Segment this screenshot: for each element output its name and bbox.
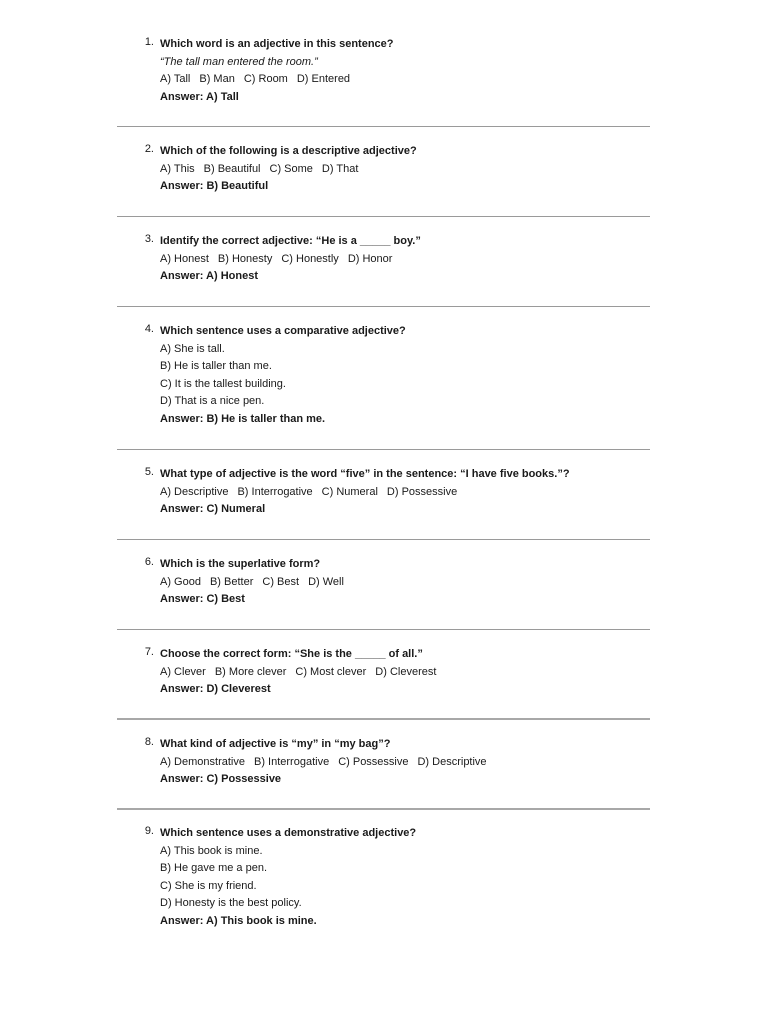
answer-text: Answer: A) Tall xyxy=(160,90,239,103)
option: D) Possessive xyxy=(386,485,458,498)
option: A) Demonstrative xyxy=(160,755,245,768)
option: C) Some xyxy=(269,162,313,175)
option: B) Interrogative xyxy=(237,485,313,498)
option: B) Interrogative xyxy=(253,755,330,768)
answer-text: Answer: C) Numeral xyxy=(160,503,266,515)
option: A) Tall xyxy=(160,73,191,85)
question-number: 8. xyxy=(144,736,154,748)
question-block xyxy=(144,233,720,286)
question-block xyxy=(144,323,720,428)
section-divider xyxy=(117,629,650,630)
option-line: D) That is a nice pen. xyxy=(160,395,265,407)
option-line: B) He is taller than me. xyxy=(160,360,272,372)
option: B) Man xyxy=(199,73,235,85)
question-text: What kind of adjective is “my” in “my bag”? xyxy=(160,738,391,750)
question-text: Identify the correct adjective: “He is a _____ boy.” xyxy=(160,235,421,247)
question-quote: “The tall man entered the room.” xyxy=(160,55,318,68)
question-text: Which sentence uses a demonstrative adjective? xyxy=(160,827,417,839)
option: D) Honor xyxy=(347,252,393,265)
question-number: 5. xyxy=(144,466,154,478)
question-block xyxy=(144,36,720,106)
question-block xyxy=(144,466,720,519)
options-row xyxy=(160,484,720,502)
answer-text: Answer: B) He is taller than me. xyxy=(160,412,326,425)
answer-text: Answer: C) Possessive xyxy=(160,773,282,785)
answer-text: Answer: D) Cleverest xyxy=(160,683,271,695)
option: C) Honestly xyxy=(281,252,339,265)
option-line: C) She is my friend. xyxy=(160,879,257,892)
option: B) Better xyxy=(209,575,254,588)
question-number: 9. xyxy=(144,825,154,837)
options-row xyxy=(160,574,720,592)
answer-text: Answer: A) This book is mine. xyxy=(160,914,317,927)
question-block xyxy=(144,736,720,789)
options-row xyxy=(160,754,720,772)
question-number: 6. xyxy=(144,556,154,568)
section-divider xyxy=(117,808,650,810)
option: C) Best xyxy=(262,575,300,588)
option: B) Beautiful xyxy=(203,162,261,175)
option: D) Well xyxy=(308,575,344,588)
option: A) Honest xyxy=(160,252,209,265)
option: A) This xyxy=(160,162,195,175)
option: A) Clever xyxy=(160,665,206,678)
options-row xyxy=(160,161,720,179)
section-divider xyxy=(117,126,650,127)
option: C) Most clever xyxy=(295,665,367,678)
question-block xyxy=(144,556,720,609)
section-divider xyxy=(117,449,650,450)
question-number: 7. xyxy=(144,646,154,658)
question-text: Which word is an adjective in this sentence? xyxy=(160,38,394,50)
option: A) Descriptive xyxy=(160,485,229,498)
option: B) Honesty xyxy=(217,252,273,265)
question-block xyxy=(144,646,720,699)
option-line: A) She is tall. xyxy=(160,342,225,355)
option: D) Descriptive xyxy=(417,755,487,768)
option: C) Room xyxy=(243,73,288,85)
option: D) Cleverest xyxy=(375,665,437,678)
options-row xyxy=(160,664,720,682)
question-text: Which of the following is a descriptive adjective? xyxy=(160,145,417,157)
option: C) Numeral xyxy=(321,485,378,498)
answer-text: Answer: C) Best xyxy=(160,593,245,605)
option: C) Possessive xyxy=(338,755,409,768)
option: B) More clever xyxy=(214,665,287,678)
section-divider xyxy=(117,306,650,307)
question-text: Which sentence uses a comparative adjective? xyxy=(160,325,406,337)
question-number: 1. xyxy=(144,36,154,48)
option-line: B) He gave me a pen. xyxy=(160,862,268,874)
option: A) Good xyxy=(160,575,201,588)
answer-text: Answer: A) Honest xyxy=(160,270,258,282)
question-block xyxy=(144,825,720,930)
options-row xyxy=(160,71,720,89)
question-text: Choose the correct form: “She is the _____ of all.” xyxy=(160,648,423,660)
question-number: 3. xyxy=(144,233,154,245)
option-line: C) It is the tallest building. xyxy=(160,377,286,390)
option: D) That xyxy=(321,162,359,175)
answer-text: Answer: B) Beautiful xyxy=(160,180,269,192)
question-text: Which is the superlative form? xyxy=(160,558,321,570)
section-divider xyxy=(117,539,650,540)
option: D) Entered xyxy=(296,73,351,85)
option-line: A) This book is mine. xyxy=(160,844,263,857)
question-text: What type of adjective is the word “five” in the sentence: “I have five books.”? xyxy=(160,468,570,480)
section-divider xyxy=(117,216,650,217)
question-block xyxy=(144,143,720,196)
question-number: 2. xyxy=(144,143,154,155)
option-line: D) Honesty is the best policy. xyxy=(160,897,302,909)
options-row xyxy=(160,251,720,269)
section-divider xyxy=(117,718,650,720)
question-number: 4. xyxy=(144,323,154,335)
